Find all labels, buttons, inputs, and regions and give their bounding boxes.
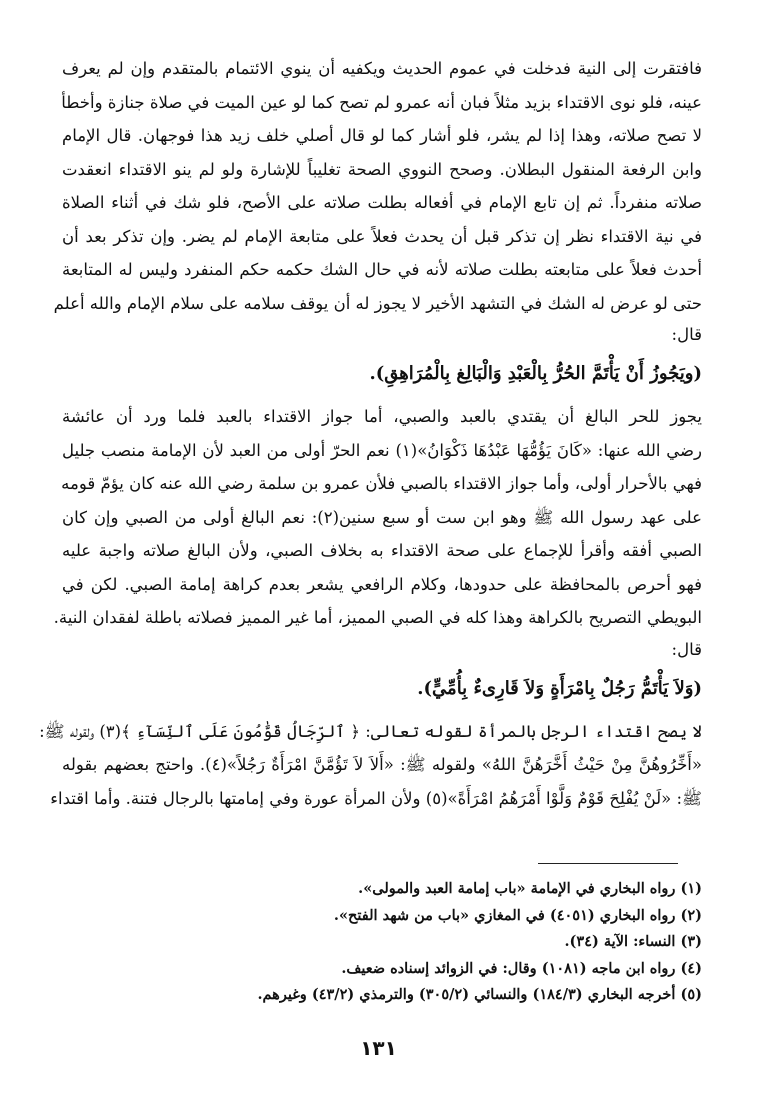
footnote-separator [538,863,678,864]
paragraph-3-line: «أَخِّرُوهُنَّ مِنْ حَيْثُ أَخَّرَهُنَّ اللهُ» ولقوله ﷺ: «أَلاَ لاَ تَؤُمَّنَّ امْرَأَةٌ رَجُلاً»(٤). واحتج بعضهم بقوله [62,755,702,774]
paragraph-3-line: ﷺ: «لَنْ يُفْلِحَ قَوْمٌ وَلَّوْا أَمْرَهُمُ امْرَأَةً»(٥) ولأن المرأة عورة وفي إمامتها بالرجال فتنة. وأما اقتداء [50,788,702,808]
paragraph-1-line: عينه، فلو نوى الاقتداء بزيد مثلاً فبان أنه عمرو لم تصح كما لو عين الميت في صلاة جنازة وأخطأ [61,92,702,112]
footnote: (٢) رواه البخاري (٤٠٥١) في المغازي «باب من شهد الفتح». [333,906,702,924]
paragraph-2-line: يجوز للحر البالغ أن يقتدي بالعبد والصبي، أما جواز الاقتداء بالعبد فلما ورد أن عائشة [62,407,702,426]
footnote: (٥) أخرجه البخاري (١٨٤/٣) والنسائي (٣٠٥/٢) والترمذي (٤٣/٢) وغيرهم. [257,986,702,1003]
main-text [39,52,702,815]
footnote: (٤) رواه ابن ماجه (١٠٨١) وقال: في الزوائد إسناده ضعيف. [341,959,702,977]
qaal-label: قال: [671,325,702,344]
paragraph-1-line: صلاته منفرداً. ثم إن تابع الإمام في أفعاله بطلت صلاته على الأصح، فلو شك في أثناء الصلاة [62,193,702,212]
paragraph-1-line: لا تصح صلاته، وهذا إذا لم يشر، فلو أشار كما لو قال أصلي خلف زيد هذا فوجهان. قال الإمام [62,126,702,145]
matn-heading: (وَلاَ يَأْتَمُّ رَجُلٌ بِامْرَأَةٍ وَلاَ قَارِىءٌ بِأُمِّيٍّ). [417,677,702,699]
paragraph-1-line: وابن الرفعة المنقول البطلان. وصحح النووي الصحة تغليباً للإشارة ولو لم ينو الاقتداء انعقدت [62,159,702,179]
page-number: ١٣١ [360,1036,397,1060]
footnote: (٣) النساء: الآية (٣٤). [564,933,702,950]
paragraph-1-line: في نية الاقتداء نظر إن تذكر قبل أن يحدث فعلاً على متابعة الإمام لم يضر. وإن تذكر بعد أن [62,226,702,246]
qaal-label: قال: [671,639,702,659]
footnotes [62,876,702,1009]
paragraph-2-line: فهي بالأحرار أولى، وأما جواز الاقتداء بالصبي فلأن عمرو بن سلمة رضي الله عنه كان يؤمّ قومه [61,474,702,493]
paragraph-2-line: فهو أحرص بالمحافظة على حدودها، وكلام الرافعي يشعر بعدم كراهة إمامة الصبي. لكن في [62,574,702,594]
paragraph-1-line: أحدث فعلاً على متابعته بطلت صلاته لأنه في حال الشك حكمه حكم المنفرد وليس له المتابعة [62,260,702,279]
paragraph-2-line: رضي الله عنها: «كَانَ يَؤُمُّهَا عَبْدُهَا ذَكْوَانُ»(١) نعم الحرّ أولى من العبد لأن الإمامة منصب جليل [62,440,702,460]
paragraph-2-line: البويطي التصريح بالكراهة وهذا كله في الصبي المميز، أما غير المميز فصلاته باطلة لفقدان النية. [53,608,702,627]
paragraph-1-line: حتى لو عرض له الشك في التشهد الأخير لا يجوز له أن يوقف سلامه على سلام الإمام والله أعلم [53,293,702,313]
matn-heading: (ويَجُوزُ أَنْ يَأْتَمَّ الحُرُّ بِالْعَبْدِ وَالْبَالِغ بِالْمُرَاهِقِ). [369,363,702,384]
paragraph-1-line: فافتقرت إلى النية فدخلت في عموم الحديث ويكفيه أن ينوي الائتمام بالمتقدم وإن لم يعرف [62,59,702,78]
footnote: (١) رواه البخاري في الإمامة «باب إمامة العبد والمولى». [358,880,702,897]
paragraph-2-line: على عهد رسول الله ﷺ وهو ابن ست أو سبع سنين(٢): نعم البالغ أولى من الصبي وإن كان [62,507,702,527]
paragraph-2-line: الصبي أفقه وأقرأ للإجماع على صحة الاقتداء به بخلاف الصبي، ولأن البالغ صلاته واجبة عليه [62,541,702,560]
paragraph-3-line: لا يصح اقتداء الرجل بالمرأة لقوله تعالى: ﴿ ٱلرِّجَالُ قَوَّٰمُونَ عَلَى ٱلنِّسَآءِ ﴾(٣) ولقوله ﷺ: [39,721,702,741]
